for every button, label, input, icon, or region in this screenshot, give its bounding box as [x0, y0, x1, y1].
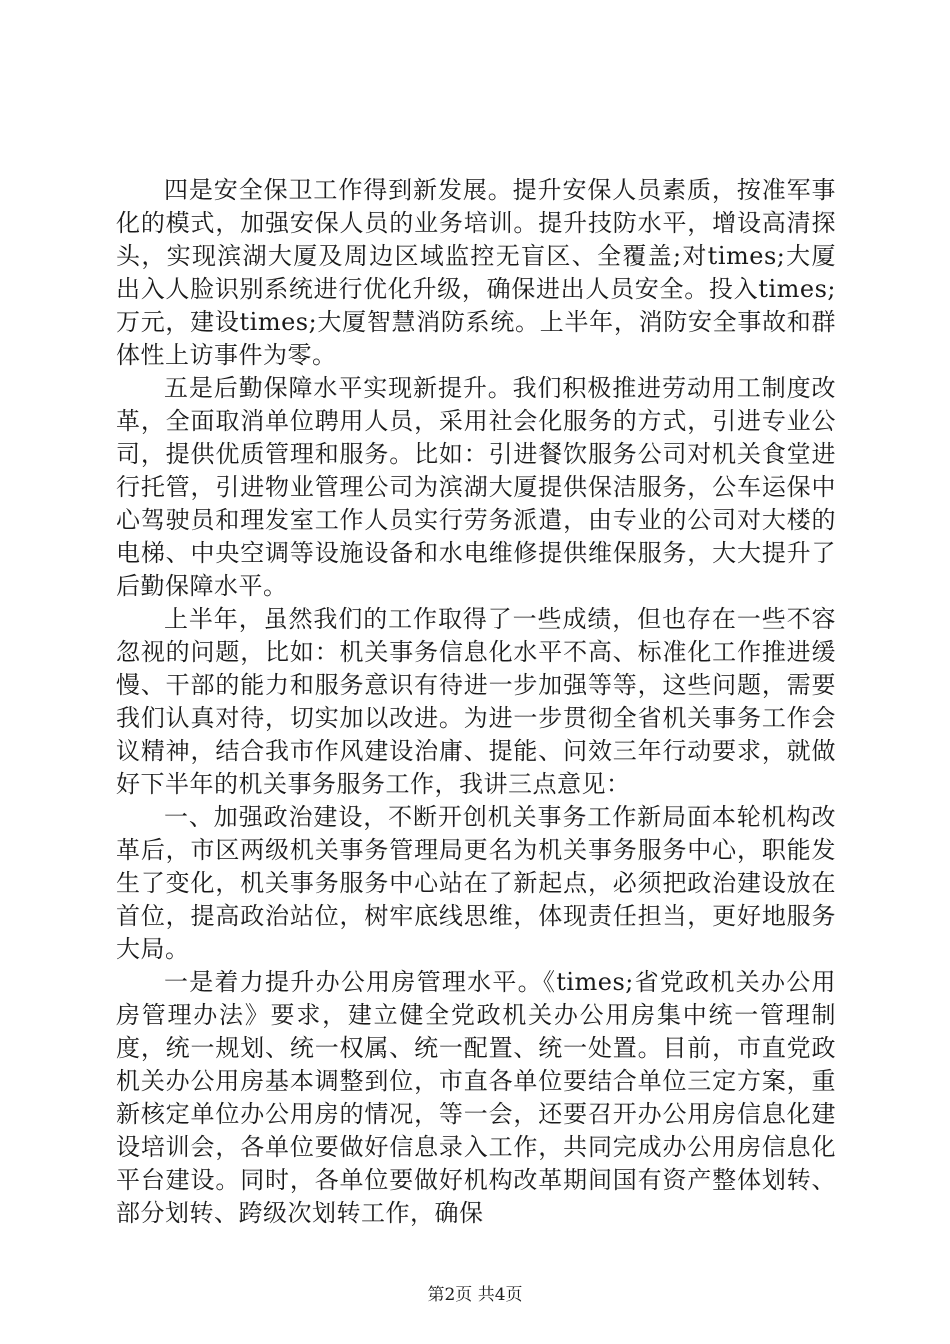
- paragraph-issues: 上半年，虽然我们的工作取得了一些成绩，但也存在一些不容忽视的问题，比如：机关事务信息化水平不高、标准化工作推进缓慢、干部的能力和服务意识有待进一步加强等等，这些问题，需要我们认真对待，切实加以改进。为进一步贯彻全省机关事务工作会议精神，结合我市作风建设治庸、提能、问效三年行动要求，就做好下半年的机关事务服务工作，我讲三点意见：: [116, 605, 836, 798]
- paragraph-office-housing: 一是着力提升办公用房管理水平。《times;省党政机关办公用房管理办法》要求，建立健全党政机关办公用房集中统一管理制度，统一规划、统一权属、统一配置、统一处置。目前，市直党政机关办公用房基本调整到位，市直各单位要结合单位三定方案，重新核定单位办公用房的情况，等一会，还要召开办公用房信息化建设培训会，各单位要做好信息录入工作，共同完成办公用房信息化平台建设。同时，各单位要做好机构改革期间国有资产整体划转、部分划转、跨级次划转工作，确保: [116, 968, 836, 1227]
- paragraph-political-building: 一、加强政治建设，不断开创机关事务工作新局面本轮机构改革后，市区两级机关事务管理局更名为机关事务服务中心，职能发生了变化，机关事务服务中心站在了新起点，必须把政治建设放在首位，提高政治站位，树牢底线思维，体现责任担当，更好地服务大局。: [116, 803, 836, 963]
- page-footer: 第2页 共4页: [427, 1285, 523, 1305]
- paragraph-logistics: 五是后勤保障水平实现新提升。我们积极推进劳动用工制度改革，全面取消单位聘用人员，采用社会化服务的方式，引进专业公司，提供优质管理和服务。比如：引进餐饮服务公司对机关食堂进行托管，引进物业管理公司为滨湖大厦提供保洁服务，公车运保中心驾驶员和理发室工作人员实行劳务派遣，由专业的公司对大楼的电梯、中央空调等设施设备和水电维修提供维保服务，大大提升了后勤保障水平。: [116, 374, 836, 600]
- paragraph-security: 四是安全保卫工作得到新发展。提升安保人员素质，按准军事化的模式，加强安保人员的业务培训。提升技防水平，增设高清探头，实现滨湖大厦及周边区域监控无盲区、全覆盖;对times;大厦出入人脸识别系统进行优化升级，确保进出人员安全。投入times;万元，建设times;大厦智慧消防系统。上半年，消防安全事故和群体性上访事件为零。: [116, 176, 836, 369]
- document-body: [116, 174, 836, 1230]
